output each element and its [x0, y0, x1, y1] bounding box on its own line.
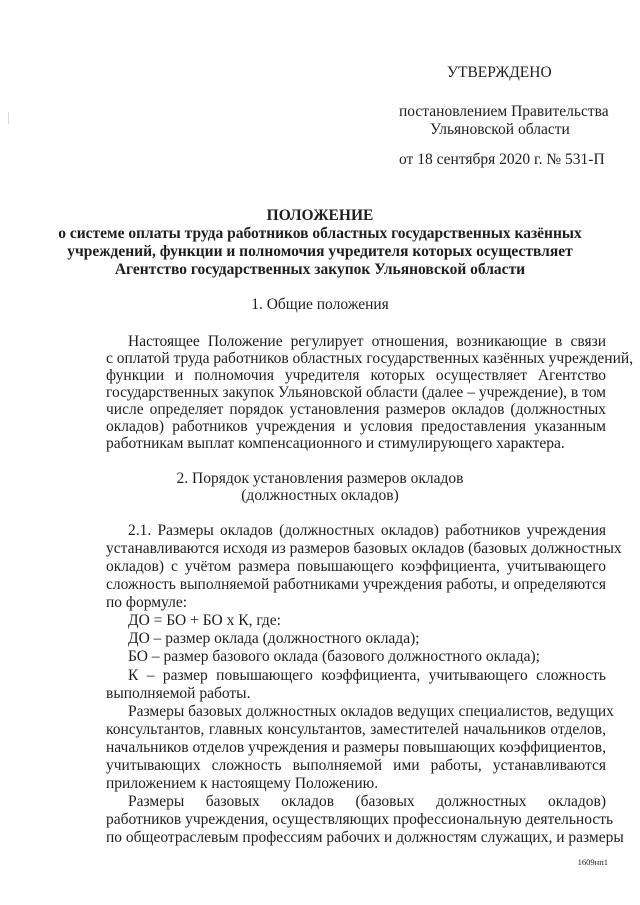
definition-line: К – размер повышающего коэффициента, учитывающего сложность [128, 667, 606, 684]
paragraph-line: Настоящее Положение регулирует отношения, возникающие в связи [128, 333, 606, 350]
section-1-heading: 1. Общие положения [251, 296, 389, 313]
paragraph-line: сложность выполняемой работниками учреждения работы, и определяются [106, 576, 606, 593]
section-2-heading-1: 2. Порядок установления размеров окладов [176, 470, 464, 487]
definition-line: выполняемой работы. [106, 685, 251, 702]
paragraph-line: числе определяет порядок установления размеров окладов (должностных [106, 401, 606, 418]
approval-line-1: постановлением Правительства [399, 103, 609, 120]
section-2-heading-2: (должностных окладов) [241, 487, 399, 504]
definition-line: БО – размер базового оклада (базового должностного оклада); [128, 648, 540, 665]
paragraph-line: окладов) работников учреждения и условия предоставления указанным [106, 418, 606, 435]
formula-line: ДО = БО + БО х К, где: [128, 612, 281, 629]
paragraph-line: работникам выплат компенсационного и стимулирующего характера. [106, 435, 565, 452]
document-subtitle-2: учреждений, функции и полномочия учредителя которых осуществляет [67, 243, 573, 260]
definition-line: ДО – размер оклада (должностного оклада); [128, 630, 420, 647]
approval-title: УТВЕРЖДЕНО [447, 64, 552, 81]
scan-mark [8, 112, 9, 124]
paragraph-line: Размеры базовых окладов (базовых должностных окладов) [128, 793, 606, 810]
paragraph-line: работников учреждения, осуществляющих профессиональную деятельность [106, 811, 614, 828]
footer-code: 1609нп1 [577, 857, 608, 867]
paragraph-line: консультантов, главных консультантов, заместителей начальников отделов, [106, 721, 606, 738]
paragraph-line: учитывающих сложность выполняемой ими работы, устанавливаются [106, 757, 606, 774]
document-subtitle-3: Агентство государственных закупок Ульяновской области [114, 261, 526, 278]
paragraph-line: приложением к настоящему Положению. [106, 775, 379, 792]
paragraph-line: Размеры базовых должностных окладов ведущих специалистов, ведущих [128, 703, 614, 720]
document-subtitle-1: о системе оплаты труда работников областных государственных казённых [58, 225, 582, 242]
approval-line-3: от 18 сентября 2020 г. № 531-П [399, 151, 605, 168]
document-title: ПОЛОЖЕНИЕ [266, 207, 374, 224]
paragraph-line: начальников отделов учреждения и размеры повышающих коэффициентов, [106, 739, 606, 756]
paragraph-line: окладов) с учётом размера повышающего коэффициента, учитывающего [106, 558, 606, 575]
paragraph-line: с оплатой труда работников областных государственных казённых учреждений, [106, 350, 634, 367]
paragraph-line: по формуле: [106, 594, 188, 611]
paragraph-line: устанавливаются исходя из размеров базовых окладов (базовых должностных [106, 540, 622, 557]
paragraph-line: функции и полномочия учредителя которых осуществляет Агентство [106, 367, 606, 384]
paragraph-line: по общеотраслевым профессиям рабочих и должностям служащих, и размеры [106, 829, 624, 846]
paragraph-line: государственных закупок Ульяновской области (далее – учреждение), в том [106, 384, 606, 401]
approval-line-2: Ульяновской области [430, 121, 570, 138]
paragraph-line: 2.1. Размеры окладов (должностных окладов) работников учреждения [128, 522, 606, 539]
